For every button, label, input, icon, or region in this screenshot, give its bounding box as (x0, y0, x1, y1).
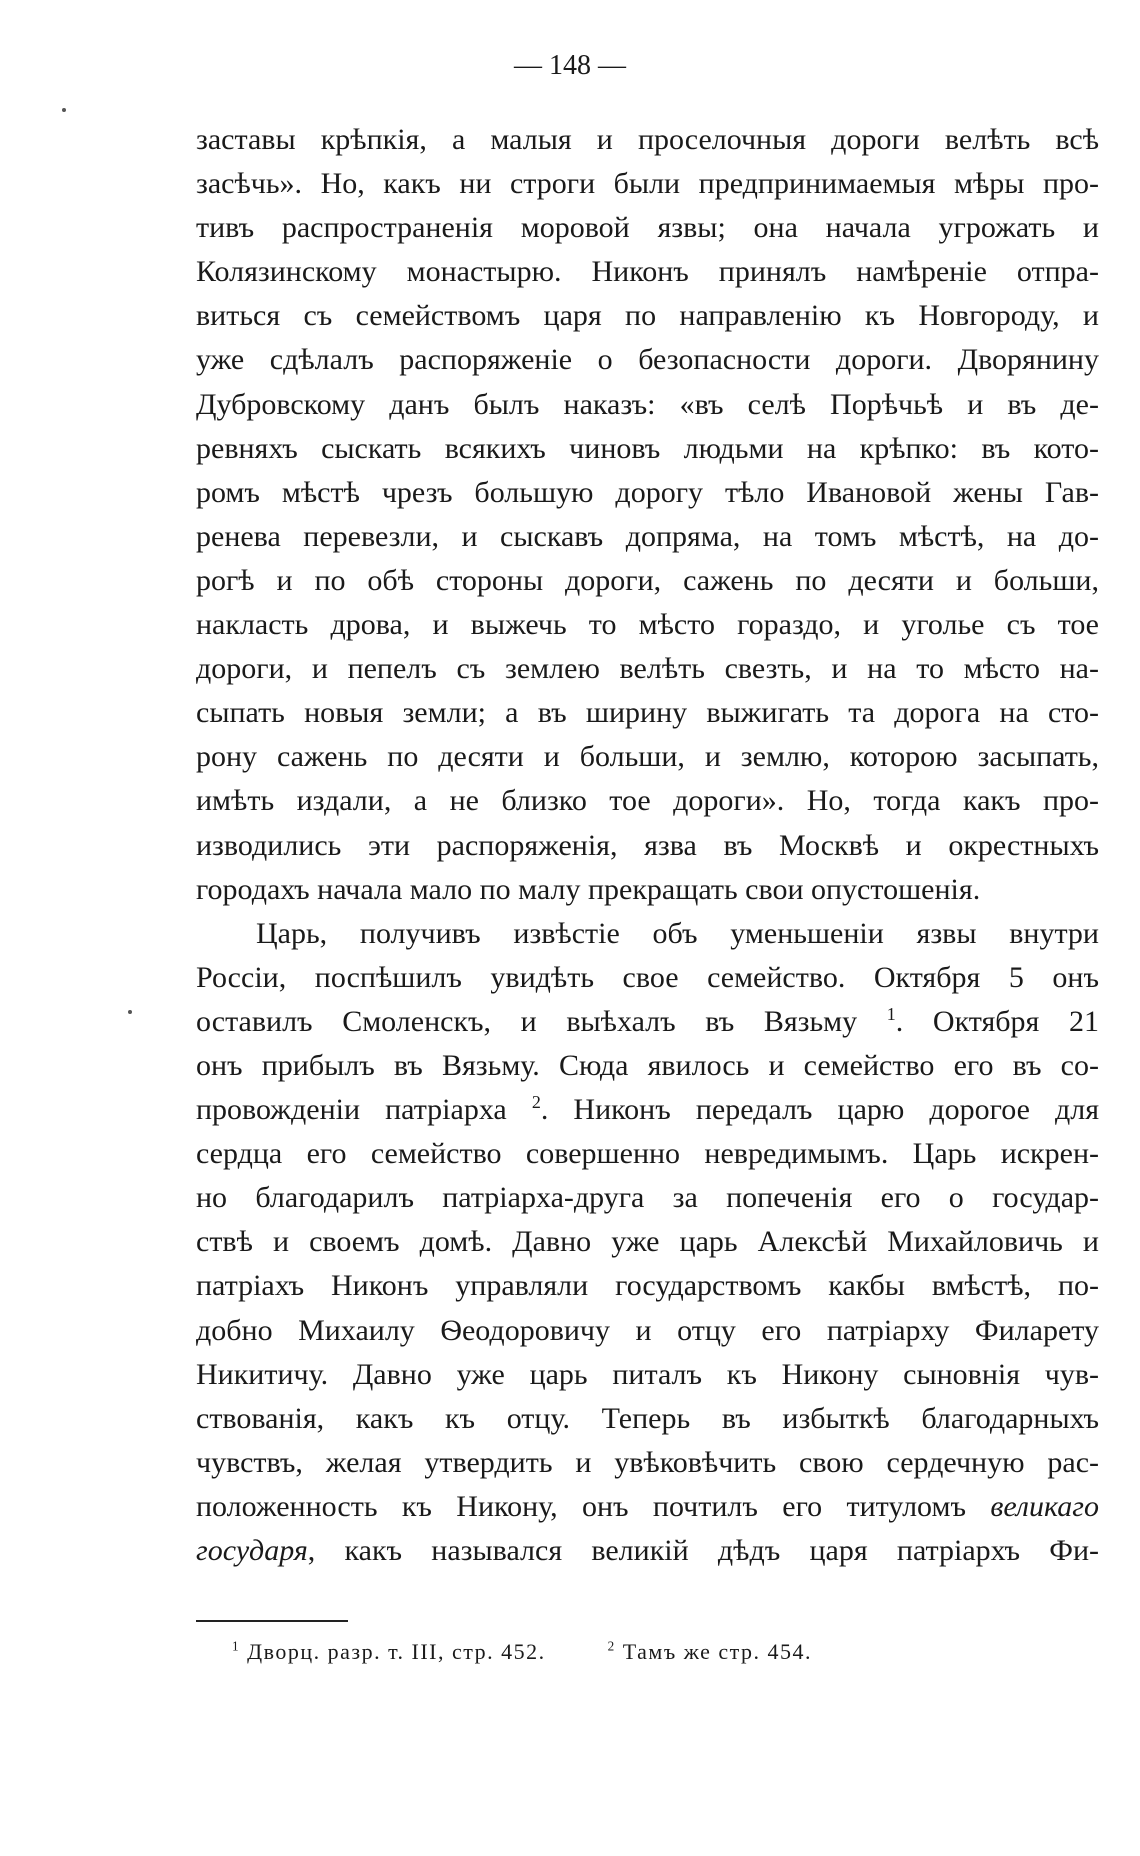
page-number: — 148 — (514, 50, 626, 81)
italic-text: государя (196, 1534, 308, 1567)
text-line: имѣть издали, а не близко тое дороги». Но, тогда какъ про- (196, 784, 1099, 818)
text-line: онъ прибылъ въ Вязьму. Сюда явилось и семейство его въ со- (196, 1048, 1099, 1082)
text-line (196, 1088, 1099, 1132)
text-line: Царь, получивъ извѣстіе объ уменьшеніи язвы внутри (256, 916, 1099, 950)
text-line: Дубровскому данъ былъ наказъ: «въ селѣ Порѣчьѣ и въ де- (196, 387, 1099, 421)
text-line: тивъ распространенія моровой язвы; она начала угрожать и (196, 211, 1099, 245)
text-line: ствѣ и своемъ домѣ. Давно уже царь Алексѣй Михайловичь и (196, 1225, 1099, 1259)
text-segment: положенность къ Никону, онъ почтилъ его титуломъ (196, 1489, 991, 1523)
text-line: изводились эти распоряженія, язва въ Москвѣ и окрестныхъ (196, 828, 1099, 862)
text-line: уже сдѣлалъ распоряженіе о безопасности дороги. Дворянину (196, 343, 1099, 377)
text-line: сердца его семейство совершенно невредимымъ. Царь искрен- (196, 1137, 1099, 1171)
print-speck (62, 108, 66, 112)
footnote-mark-1: 1 (232, 1638, 241, 1654)
text-line: но благодарилъ патріарха-друга за попеченія его о государ- (196, 1181, 1099, 1215)
text-line: ствованія, какъ къ отцу. Теперь въ избыткѣ благодарныхъ (196, 1401, 1099, 1435)
text-line: виться съ семействомъ царя по направленію къ Новгороду, и (196, 299, 1099, 333)
text-line: добно Михаилу Ѳеодоровичу и отцу его патріарху Филарету (196, 1313, 1099, 1347)
text-line (196, 1485, 1099, 1529)
text-line: патріахъ Никонъ управляли государствомъ какбы вмѣстѣ, по- (196, 1269, 1099, 1303)
footnote-divider (196, 1620, 348, 1622)
text-line: засѣчь». Но, какъ ни строги были предпринимаемыя мѣры про- (196, 167, 1099, 201)
text-line: ревняхъ сыскать всякихъ чиновъ людьми на крѣпко: въ кото- (196, 431, 1099, 465)
footnote-1-text: Дворц. разр. т. III, стр. 452. (247, 1639, 546, 1664)
text-line: накласть дрова, и выжечь то мѣсто гораздо, и уголье съ тое (196, 608, 1099, 642)
text-line: рогѣ и по обѣ стороны дороги, сажень по десяти и больши, (196, 563, 1099, 597)
text-line: сыпать новыя земли; а въ ширину выжигать та дорога на сто- (196, 696, 1099, 730)
footnote-ref-2[interactable]: 2 (531, 1092, 541, 1113)
footnote-2-text: Тамъ же стр. 454. (622, 1639, 813, 1664)
text-line: ренева перевезли, и сыскавъ допряма, на томъ мѣстѣ, на до- (196, 519, 1099, 553)
text-line: заставы крѣпкія, а малыя и проселочныя дороги велѣть всѣ (196, 123, 1099, 156)
text-line: Колязинскому монастырю. Никонъ принялъ намѣреніе отпра- (196, 255, 1099, 289)
main-text (196, 118, 1099, 1573)
text-segment: оставилъ Смоленскъ, и выѣхалъ въ Вязьму (196, 1004, 887, 1038)
italic-text: великаго (990, 1489, 1099, 1523)
text-line: дороги, и пепелъ съ землею велѣть свезть, и на то мѣсто на- (196, 652, 1099, 686)
text-segment: . Никонъ передалъ царю дорогое для (540, 1093, 1099, 1127)
text-line: чувствъ, желая утвердить и увѣковѣчить свою сердечную рас- (196, 1445, 1099, 1479)
text-segment: , какъ назывался великій дѣдъ царя патріархъ Фи- (307, 1534, 1099, 1567)
text-line: ромъ мѣстѣ чрезъ большую дорогу тѣло Ивановой жены Гав- (196, 475, 1099, 509)
text-line (196, 1529, 1099, 1573)
text-line: Россіи, поспѣшилъ увидѣть свое семейство. Октября 5 онъ (196, 960, 1099, 994)
text-segment: . Октября 21 (895, 1004, 1099, 1038)
text-line (196, 1000, 1099, 1044)
footnote-mark-2: 2 (607, 1638, 616, 1654)
text-line: рону сажень по десяти и больши, и землю, которою засыпать, (196, 740, 1099, 774)
footnote-ref-1[interactable]: 1 (886, 1003, 896, 1024)
print-speck (128, 1010, 132, 1014)
text-line: Никитичу. Давно уже царь питалъ къ Никону сыновнія чув- (196, 1357, 1099, 1391)
footnotes (232, 1637, 1092, 1667)
text-segment: провожденіи патріарха (196, 1093, 532, 1127)
text-line: городахъ начала мало по малу прекращать свои опустошенія. (196, 872, 981, 906)
